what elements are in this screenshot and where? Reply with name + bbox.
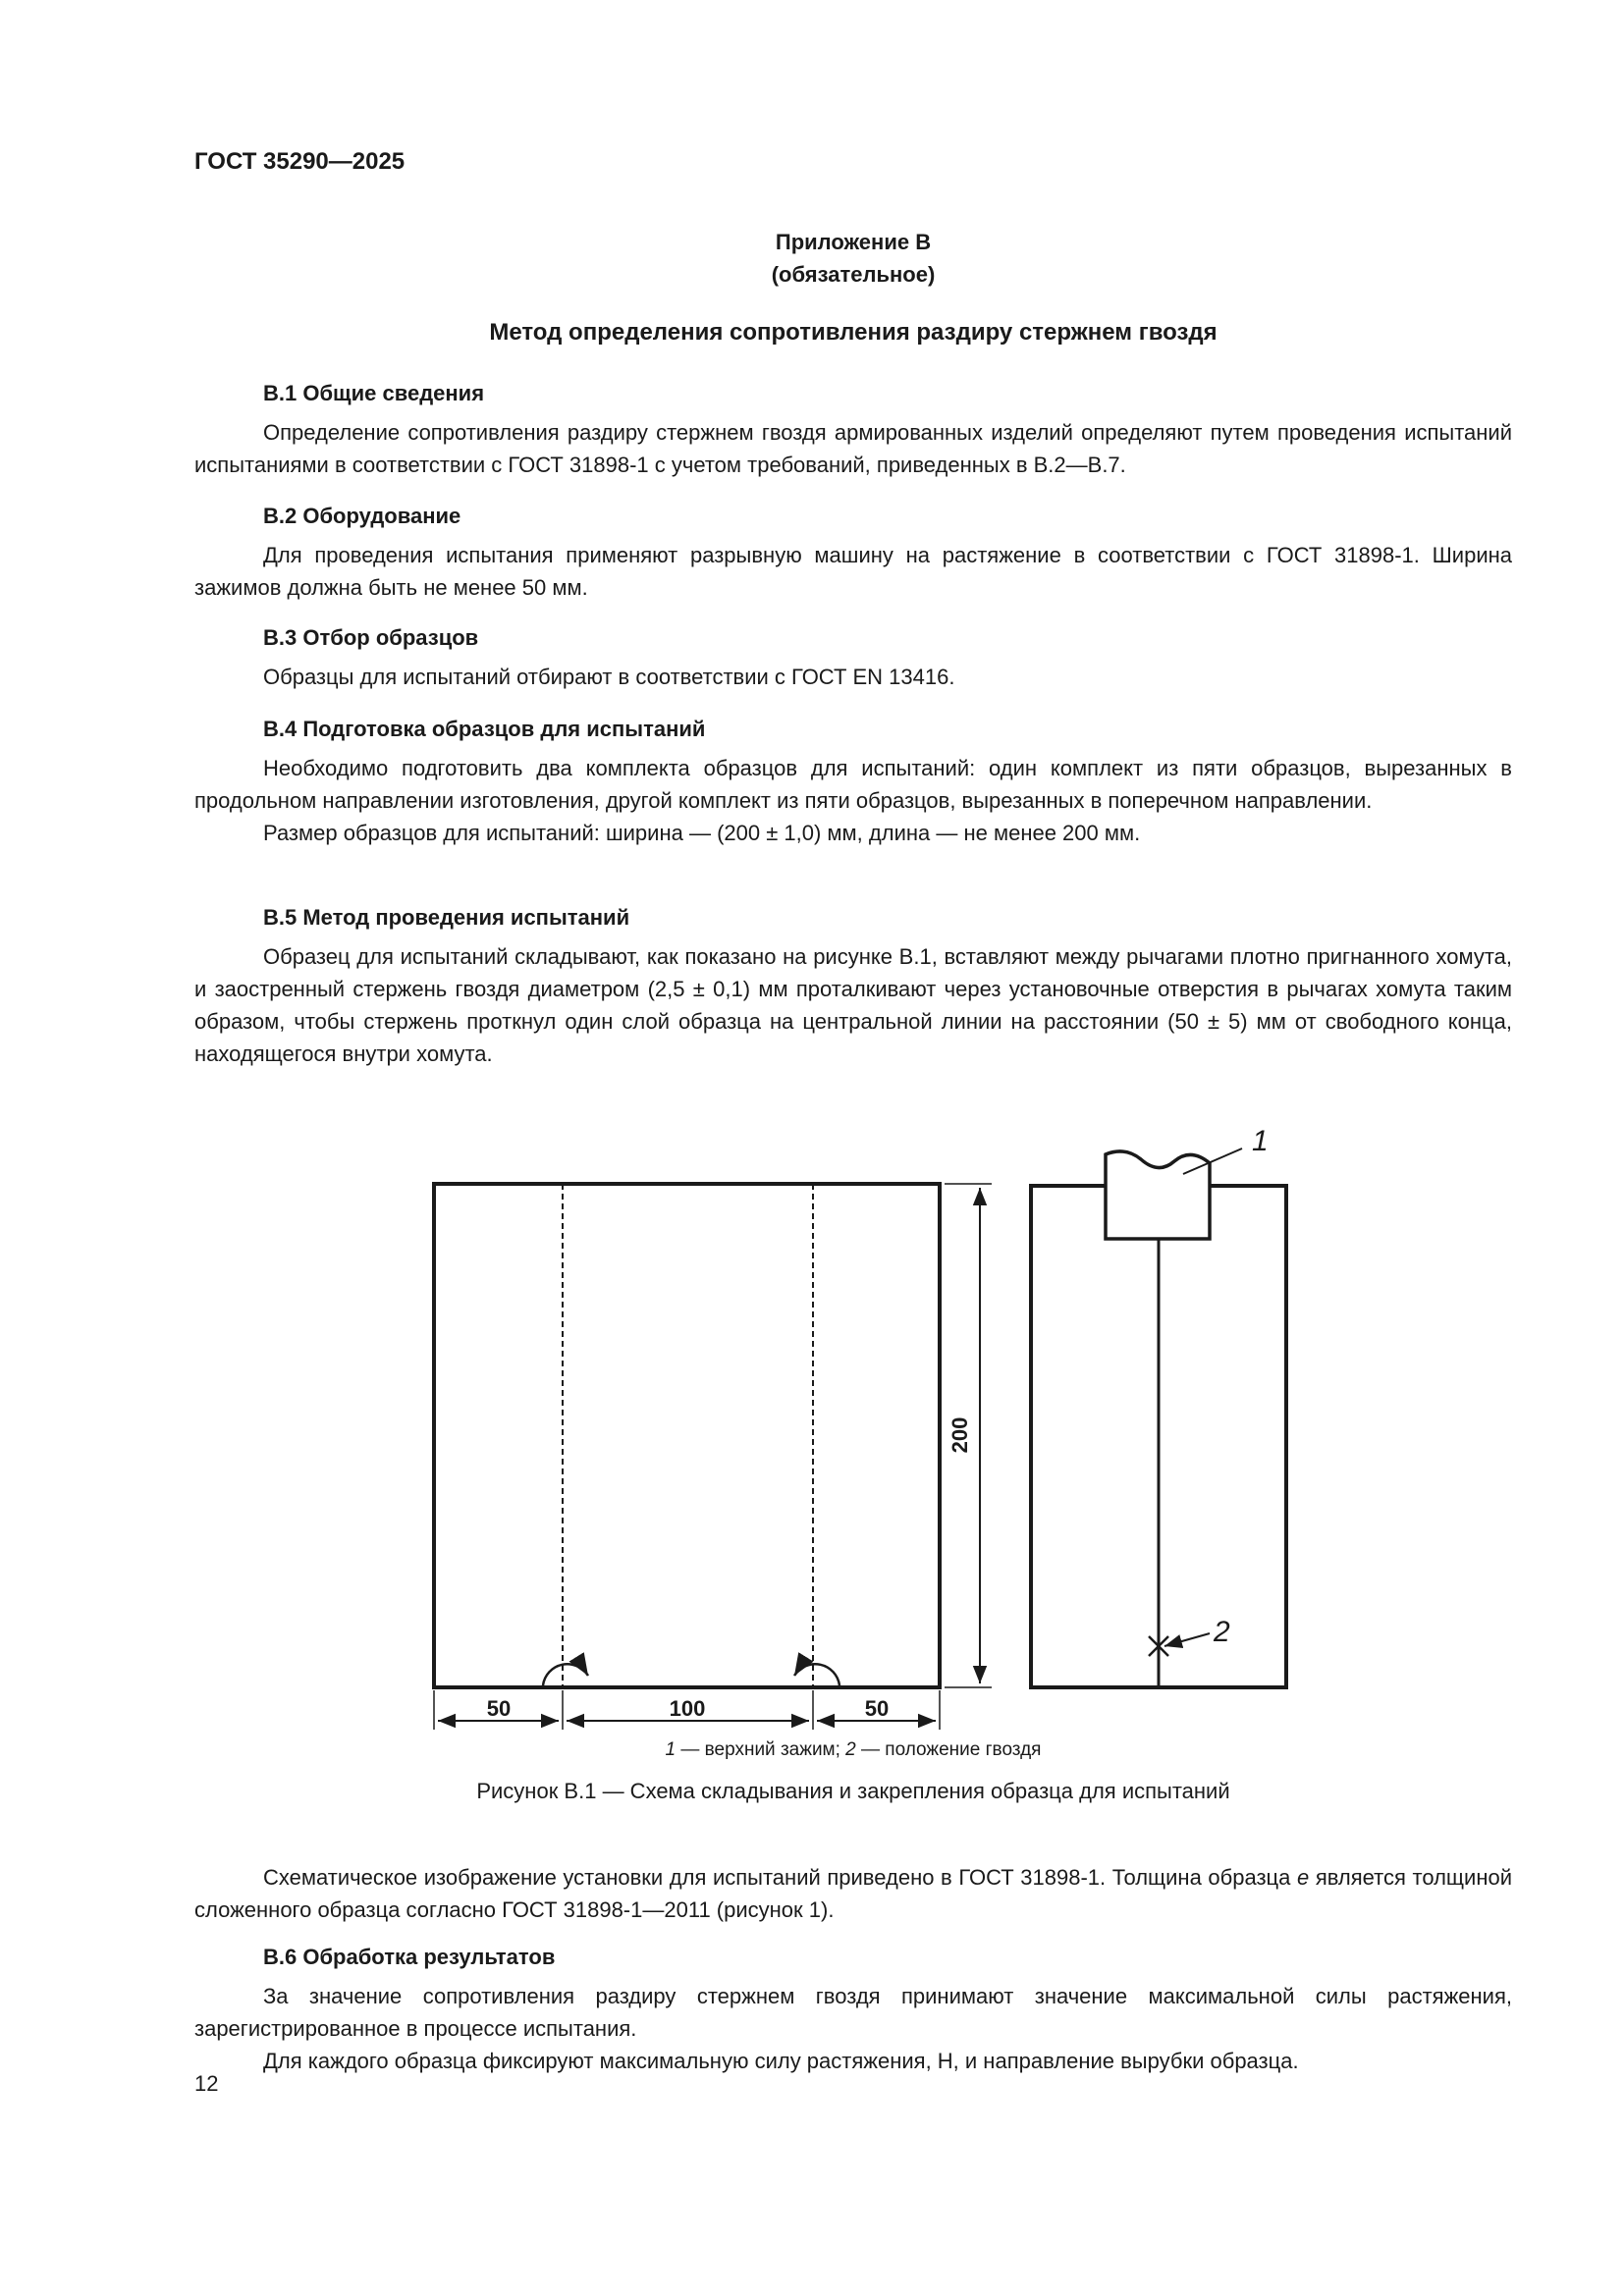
legend-number: 1 bbox=[665, 1739, 677, 1760]
specimen-outline bbox=[434, 1184, 940, 1687]
section-heading: В.2 Оборудование bbox=[263, 504, 461, 528]
dimension-label-left: 50 bbox=[486, 1696, 512, 1721]
figure-legend bbox=[194, 1739, 1512, 1761]
section-heading: В.4 Подготовка образцов для испытаний bbox=[263, 717, 706, 741]
text-run: Схематическое изображение установки для испытаний приведено в ГОСТ 31898-1. Толщина образца bbox=[263, 1865, 1297, 1890]
section-heading: В.3 Отбор образцов bbox=[263, 625, 479, 650]
section-heading: В.5 Метод проведения испытаний bbox=[263, 905, 630, 930]
appendix-status: (обязательное) bbox=[771, 262, 936, 287]
section-b6 bbox=[194, 1945, 1512, 2077]
section-heading: В.6 Обработка результатов bbox=[263, 1945, 556, 1969]
upper-clamp bbox=[1106, 1151, 1210, 1239]
paragraph: Для каждого образца фиксируют максимальную силу растяжения, Н, и направление вырубки образца. bbox=[263, 2049, 1299, 2073]
legend-number: 2 bbox=[845, 1739, 856, 1760]
dimension-label-height: 200 bbox=[947, 1416, 972, 1454]
paragraph: Образцы для испытаний отбирают в соответствии с ГОСТ EN 13416. bbox=[263, 665, 955, 689]
thickness-variable: e bbox=[1296, 1865, 1310, 1890]
figure-caption: Рисунок В.1 — Схема складывания и закрепления образца для испытаний bbox=[476, 1779, 1230, 1803]
paragraph: За значение сопротивления раздиру стержнем гвоздя принимают значение максимальной силы растяжения, зарегистрированное в процессе испытания. bbox=[194, 1984, 1512, 2041]
document-title: Метод определения сопротивления раздиру стержнем гвоздя bbox=[489, 319, 1218, 346]
fold-arrow-left bbox=[543, 1664, 588, 1685]
section-heading: В.1 Общие сведения bbox=[263, 381, 485, 405]
page-number: 12 bbox=[194, 2071, 219, 2096]
legend-text: — положение гвоздя bbox=[855, 1739, 1042, 1760]
callout-label-1: 1 bbox=[1252, 1125, 1269, 1157]
appendix-title: Приложение В bbox=[775, 230, 932, 254]
paragraph: Образец для испытаний складывают, как показано на рисунке В.1, вставляют между рычагами плотно пригнанного хомута, и заостренный стержень гвоздя диаметром (2,5 ± 0,1) мм проталкивают через установочные отверстия в рычагах хомута таким образом, чтобы стержень проткнул один слой образца на центральной линии на расстоянии (50 ± 5) мм от свободного конца, находящегося внутри хомута. bbox=[194, 944, 1512, 1066]
callout-label-2: 2 bbox=[1214, 1616, 1230, 1648]
fold-arrow-right bbox=[794, 1664, 839, 1685]
paragraph: Необходимо подготовить два комплекта образцов для испытаний: один комплект из пяти образцов, вырезанных в продольном направлении изготовления, другой комплект из пяти образцов, вырезанных в поперечном направлении. bbox=[194, 756, 1512, 813]
paragraph: Определение сопротивления раздиру стержнем гвоздя армированных изделий определяют путем проведения испытаний испытаниями в соответствии с ГОСТ 31898-1 с учетом требований, приведенных в В.2—В.7. bbox=[194, 420, 1512, 477]
legend-text: — верхний зажим; bbox=[676, 1739, 846, 1760]
dimension-label-middle: 100 bbox=[669, 1696, 706, 1721]
standard-code: ГОСТ 35290—2025 bbox=[194, 148, 406, 175]
paragraph: Размер образцов для испытаний: ширина — (200 ± 1,0) мм, длина — не менее 200 мм. bbox=[263, 821, 1141, 845]
paragraph: Для проведения испытания применяют разрывную машину на растяжение в соответствии с ГОСТ 31898-1. Ширина зажимов должна быть не менее 50 мм. bbox=[194, 543, 1512, 600]
dimension-label-right: 50 bbox=[864, 1696, 890, 1721]
paragraph bbox=[194, 1861, 1512, 1926]
text-run: является толщиной сложенного образца согласно ГОСТ 31898-1—2011 (рисунок 1). bbox=[194, 1865, 1512, 1922]
after-figure-text bbox=[194, 1861, 1512, 1926]
